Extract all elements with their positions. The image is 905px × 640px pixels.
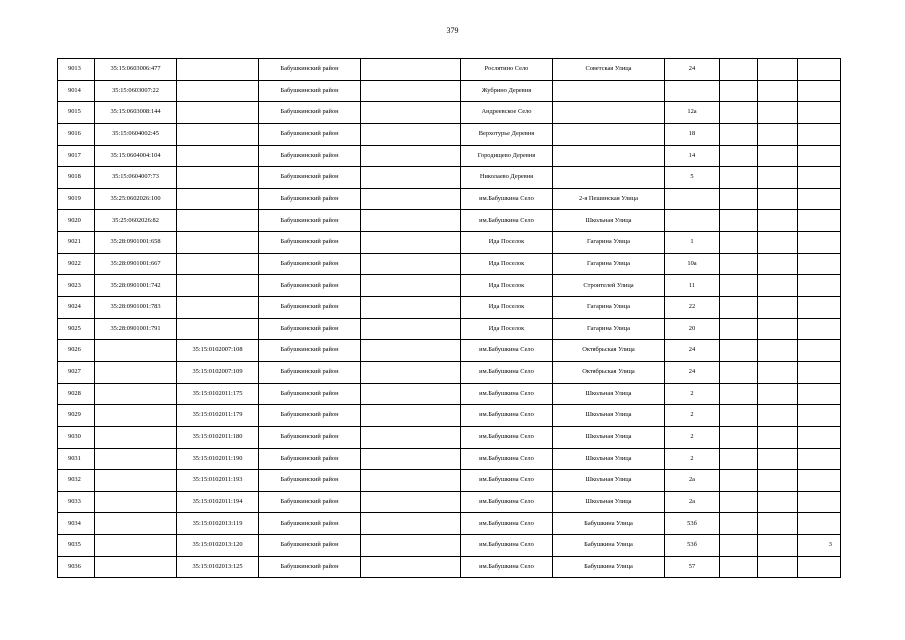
extra-cell-1 (720, 80, 758, 102)
extra-cell-3: 3 (798, 535, 841, 557)
table-row (58, 426, 841, 448)
extra-cell-2 (758, 232, 798, 254)
blank-cell (361, 318, 461, 340)
district-cell: Бабушкинский район (259, 188, 361, 210)
house-number-cell: 22 (665, 297, 720, 319)
extra-cell-3 (798, 80, 841, 102)
blank-cell (361, 210, 461, 232)
table-row (58, 80, 841, 102)
cadastral-number-cell (95, 448, 177, 470)
extra-cell-1 (720, 513, 758, 535)
settlement-cell: Ида Поселок (461, 297, 553, 319)
district-cell: Бабушкинский район (259, 361, 361, 383)
settlement-cell: им.Бабушкина Село (461, 383, 553, 405)
extra-cell-3 (798, 426, 841, 448)
house-number-cell: 11 (665, 275, 720, 297)
table-row (58, 340, 841, 362)
table-row (58, 361, 841, 383)
house-number-cell: 57 (665, 556, 720, 578)
row-number-cell: 9028 (58, 383, 95, 405)
street-cell: Октябрьская Улица (553, 340, 665, 362)
extra-cell-1 (720, 297, 758, 319)
cadastral-number-cell: 35:28:0901001:667 (95, 253, 177, 275)
settlement-cell: Николаево Деревня (461, 167, 553, 189)
row-number-cell: 9018 (58, 167, 95, 189)
settlement-cell: Ида Поселок (461, 275, 553, 297)
extra-cell-2 (758, 123, 798, 145)
settlement-cell: им.Бабушкина Село (461, 535, 553, 557)
settlement-cell: им.Бабушкина Село (461, 556, 553, 578)
extra-cell-2 (758, 383, 798, 405)
street-cell: Октябрьская Улица (553, 361, 665, 383)
cadastral-number-cell (95, 426, 177, 448)
cadastral-number-2-cell (177, 253, 259, 275)
extra-cell-3 (798, 210, 841, 232)
cadastral-number-2-cell: 35:15:0102011:193 (177, 470, 259, 492)
extra-cell-2 (758, 448, 798, 470)
house-number-cell: 53б (665, 513, 720, 535)
table-row (58, 59, 841, 81)
table-body (58, 59, 841, 578)
extra-cell-1 (720, 188, 758, 210)
street-cell: Бабушкина Улица (553, 535, 665, 557)
district-cell: Бабушкинский район (259, 513, 361, 535)
extra-cell-1 (720, 556, 758, 578)
street-cell: Гагарина Улица (553, 297, 665, 319)
cadastral-number-2-cell (177, 102, 259, 124)
district-cell: Бабушкинский район (259, 383, 361, 405)
street-cell (553, 145, 665, 167)
settlement-cell: им.Бабушкина Село (461, 405, 553, 427)
cadastral-number-cell: 35:15:0603008:144 (95, 102, 177, 124)
cadastral-number-2-cell: 35:15:0102011:179 (177, 405, 259, 427)
extra-cell-3 (798, 123, 841, 145)
row-number-cell: 9027 (58, 361, 95, 383)
extra-cell-3 (798, 448, 841, 470)
extra-cell-1 (720, 361, 758, 383)
street-cell (553, 123, 665, 145)
row-number-cell: 9015 (58, 102, 95, 124)
row-number-cell: 9036 (58, 556, 95, 578)
house-number-cell: 2 (665, 405, 720, 427)
extra-cell-2 (758, 59, 798, 81)
cadastral-number-2-cell: 35:15:0102007:108 (177, 340, 259, 362)
cadastral-number-cell: 35:15:0604004:104 (95, 145, 177, 167)
extra-cell-2 (758, 297, 798, 319)
extra-cell-3 (798, 188, 841, 210)
table-row (58, 470, 841, 492)
street-cell: Строителей Улица (553, 275, 665, 297)
district-cell: Бабушкинский район (259, 253, 361, 275)
house-number-cell (665, 210, 720, 232)
settlement-cell: им.Бабушкина Село (461, 188, 553, 210)
extra-cell-1 (720, 232, 758, 254)
house-number-cell: 1 (665, 232, 720, 254)
house-number-cell: 2 (665, 383, 720, 405)
district-cell: Бабушкинский район (259, 318, 361, 340)
district-cell: Бабушкинский район (259, 426, 361, 448)
table-row (58, 383, 841, 405)
extra-cell-1 (720, 123, 758, 145)
table-row (58, 556, 841, 578)
table-row (58, 491, 841, 513)
cadastral-number-2-cell: 35:15:0102011:180 (177, 426, 259, 448)
blank-cell (361, 448, 461, 470)
table-row (58, 535, 841, 557)
street-cell: Школьная Улица (553, 383, 665, 405)
street-cell: Школьная Улица (553, 210, 665, 232)
table-row (58, 275, 841, 297)
house-number-cell: 12а (665, 102, 720, 124)
row-number-cell: 9019 (58, 188, 95, 210)
row-number-cell: 9021 (58, 232, 95, 254)
house-number-cell: 53б (665, 535, 720, 557)
page-number: 379 (446, 26, 459, 35)
table-row (58, 210, 841, 232)
blank-cell (361, 80, 461, 102)
cadastral-number-2-cell: 35:15:0102007:109 (177, 361, 259, 383)
settlement-cell: им.Бабушкина Село (461, 513, 553, 535)
extra-cell-3 (798, 275, 841, 297)
district-cell: Бабушкинский район (259, 470, 361, 492)
cadastral-number-cell (95, 491, 177, 513)
street-cell: Школьная Улица (553, 405, 665, 427)
district-cell: Бабушкинский район (259, 123, 361, 145)
settlement-cell: им.Бабушкина Село (461, 448, 553, 470)
table-row (58, 232, 841, 254)
cadastral-number-cell: 35:25:0602026:100 (95, 188, 177, 210)
district-cell: Бабушкинский район (259, 448, 361, 470)
extra-cell-3 (798, 318, 841, 340)
blank-cell (361, 123, 461, 145)
extra-cell-1 (720, 102, 758, 124)
registry-table (57, 58, 841, 578)
blank-cell (361, 232, 461, 254)
table-row (58, 102, 841, 124)
house-number-cell (665, 188, 720, 210)
row-number-cell: 9024 (58, 297, 95, 319)
row-number-cell: 9022 (58, 253, 95, 275)
table-row (58, 405, 841, 427)
cadastral-number-cell (95, 535, 177, 557)
extra-cell-2 (758, 102, 798, 124)
street-cell: Советская Улица (553, 59, 665, 81)
row-number-cell: 9029 (58, 405, 95, 427)
settlement-cell: им.Бабушкина Село (461, 361, 553, 383)
cadastral-number-2-cell: 35:15:0102011:175 (177, 383, 259, 405)
row-number-cell: 9014 (58, 80, 95, 102)
extra-cell-2 (758, 340, 798, 362)
cadastral-number-cell: 35:28:0901001:742 (95, 275, 177, 297)
street-cell: Гагарина Улица (553, 253, 665, 275)
settlement-cell: Андреевское Село (461, 102, 553, 124)
row-number-cell: 9016 (58, 123, 95, 145)
blank-cell (361, 275, 461, 297)
settlement-cell: Верхотурье Деревня (461, 123, 553, 145)
blank-cell (361, 383, 461, 405)
street-cell: Гагарина Улица (553, 232, 665, 254)
table-row (58, 123, 841, 145)
extra-cell-1 (720, 448, 758, 470)
extra-cell-2 (758, 535, 798, 557)
street-cell: Бабушкина Улица (553, 556, 665, 578)
extra-cell-2 (758, 470, 798, 492)
cadastral-number-cell (95, 556, 177, 578)
cadastral-number-2-cell (177, 318, 259, 340)
extra-cell-1 (720, 426, 758, 448)
street-cell (553, 167, 665, 189)
cadastral-number-cell: 35:28:0901001:783 (95, 297, 177, 319)
extra-cell-2 (758, 275, 798, 297)
table-row (58, 188, 841, 210)
blank-cell (361, 470, 461, 492)
street-cell: Школьная Улица (553, 448, 665, 470)
district-cell: Бабушкинский район (259, 232, 361, 254)
cadastral-number-2-cell (177, 210, 259, 232)
row-number-cell: 9032 (58, 470, 95, 492)
cadastral-number-cell: 35:15:0604007:73 (95, 167, 177, 189)
table-row (58, 253, 841, 275)
extra-cell-2 (758, 491, 798, 513)
extra-cell-3 (798, 145, 841, 167)
extra-cell-3 (798, 405, 841, 427)
blank-cell (361, 102, 461, 124)
extra-cell-2 (758, 167, 798, 189)
extra-cell-3 (798, 167, 841, 189)
house-number-cell: 5 (665, 167, 720, 189)
blank-cell (361, 513, 461, 535)
blank-cell (361, 188, 461, 210)
settlement-cell: им.Бабушкина Село (461, 426, 553, 448)
row-number-cell: 9023 (58, 275, 95, 297)
extra-cell-1 (720, 405, 758, 427)
row-number-cell: 9035 (58, 535, 95, 557)
settlement-cell: им.Бабушкина Село (461, 210, 553, 232)
extra-cell-3 (798, 59, 841, 81)
extra-cell-2 (758, 210, 798, 232)
district-cell: Бабушкинский район (259, 405, 361, 427)
extra-cell-3 (798, 361, 841, 383)
district-cell: Бабушкинский район (259, 297, 361, 319)
district-cell: Бабушкинский район (259, 59, 361, 81)
extra-cell-1 (720, 210, 758, 232)
district-cell: Бабушкинский район (259, 340, 361, 362)
district-cell: Бабушкинский район (259, 275, 361, 297)
extra-cell-2 (758, 405, 798, 427)
cadastral-number-cell: 35:15:0603007:22 (95, 80, 177, 102)
extra-cell-3 (798, 491, 841, 513)
cadastral-number-cell (95, 470, 177, 492)
extra-cell-2 (758, 426, 798, 448)
cadastral-number-cell: 35:25:0602026:82 (95, 210, 177, 232)
street-cell: Школьная Улица (553, 470, 665, 492)
cadastral-number-2-cell (177, 167, 259, 189)
street-cell: 2-я Пешинская Улица (553, 188, 665, 210)
settlement-cell: Жубрино Деревня (461, 80, 553, 102)
extra-cell-2 (758, 188, 798, 210)
row-number-cell: 9031 (58, 448, 95, 470)
street-cell (553, 80, 665, 102)
table-row (58, 297, 841, 319)
table-row (58, 318, 841, 340)
extra-cell-2 (758, 361, 798, 383)
cadastral-number-cell: 35:28:0901001:791 (95, 318, 177, 340)
extra-cell-1 (720, 470, 758, 492)
row-number-cell: 9034 (58, 513, 95, 535)
street-cell: Школьная Улица (553, 426, 665, 448)
house-number-cell: 20 (665, 318, 720, 340)
table-row (58, 513, 841, 535)
extra-cell-3 (798, 383, 841, 405)
extra-cell-1 (720, 340, 758, 362)
extra-cell-3 (798, 340, 841, 362)
cadastral-number-cell (95, 383, 177, 405)
row-number-cell: 9026 (58, 340, 95, 362)
district-cell: Бабушкинский район (259, 80, 361, 102)
cadastral-number-2-cell (177, 297, 259, 319)
settlement-cell: Рослятино Село (461, 59, 553, 81)
extra-cell-2 (758, 253, 798, 275)
extra-cell-3 (798, 253, 841, 275)
row-number-cell: 9030 (58, 426, 95, 448)
extra-cell-2 (758, 80, 798, 102)
cadastral-number-2-cell: 35:15:0102011:190 (177, 448, 259, 470)
settlement-cell: им.Бабушкина Село (461, 340, 553, 362)
blank-cell (361, 167, 461, 189)
extra-cell-1 (720, 318, 758, 340)
house-number-cell: 24 (665, 340, 720, 362)
settlement-cell: им.Бабушкина Село (461, 491, 553, 513)
cadastral-number-2-cell: 35:15:0102013:125 (177, 556, 259, 578)
district-cell: Бабушкинский район (259, 556, 361, 578)
extra-cell-1 (720, 383, 758, 405)
extra-cell-3 (798, 232, 841, 254)
settlement-cell: Ида Поселок (461, 232, 553, 254)
settlement-cell: Городищево Деревня (461, 145, 553, 167)
street-cell (553, 102, 665, 124)
house-number-cell: 2а (665, 491, 720, 513)
blank-cell (361, 253, 461, 275)
settlement-cell: им.Бабушкина Село (461, 470, 553, 492)
extra-cell-3 (798, 556, 841, 578)
extra-cell-1 (720, 145, 758, 167)
district-cell: Бабушкинский район (259, 102, 361, 124)
extra-cell-3 (798, 513, 841, 535)
extra-cell-2 (758, 556, 798, 578)
blank-cell (361, 405, 461, 427)
house-number-cell (665, 80, 720, 102)
cadastral-number-cell: 35:15:0603006:477 (95, 59, 177, 81)
district-cell: Бабушкинский район (259, 535, 361, 557)
extra-cell-1 (720, 59, 758, 81)
blank-cell (361, 340, 461, 362)
district-cell: Бабушкинский район (259, 210, 361, 232)
row-number-cell: 9033 (58, 491, 95, 513)
extra-cell-3 (798, 297, 841, 319)
blank-cell (361, 59, 461, 81)
extra-cell-1 (720, 167, 758, 189)
house-number-cell: 10а (665, 253, 720, 275)
cadastral-number-cell (95, 513, 177, 535)
cadastral-number-2-cell: 35:15:0102011:194 (177, 491, 259, 513)
cadastral-number-cell: 35:15:0604002:45 (95, 123, 177, 145)
row-number-cell: 9013 (58, 59, 95, 81)
street-cell: Гагарина Улица (553, 318, 665, 340)
settlement-cell: Ида Поселок (461, 253, 553, 275)
extra-cell-2 (758, 318, 798, 340)
row-number-cell: 9025 (58, 318, 95, 340)
house-number-cell: 24 (665, 59, 720, 81)
extra-cell-1 (720, 253, 758, 275)
settlement-cell: Ида Поселок (461, 318, 553, 340)
cadastral-number-2-cell (177, 275, 259, 297)
row-number-cell: 9017 (58, 145, 95, 167)
extra-cell-3 (798, 470, 841, 492)
extra-cell-2 (758, 513, 798, 535)
extra-cell-3 (798, 102, 841, 124)
cadastral-number-2-cell (177, 188, 259, 210)
house-number-cell: 24 (665, 361, 720, 383)
row-number-cell: 9020 (58, 210, 95, 232)
blank-cell (361, 535, 461, 557)
cadastral-number-cell (95, 405, 177, 427)
cadastral-number-2-cell (177, 80, 259, 102)
cadastral-number-2-cell (177, 123, 259, 145)
extra-cell-1 (720, 275, 758, 297)
district-cell: Бабушкинский район (259, 491, 361, 513)
house-number-cell: 18 (665, 123, 720, 145)
cadastral-number-2-cell (177, 145, 259, 167)
street-cell: Школьная Улица (553, 491, 665, 513)
cadastral-number-2-cell: 35:15:0102013:119 (177, 513, 259, 535)
cadastral-number-2-cell (177, 59, 259, 81)
district-cell: Бабушкинский район (259, 167, 361, 189)
blank-cell (361, 145, 461, 167)
extra-cell-1 (720, 535, 758, 557)
extra-cell-1 (720, 491, 758, 513)
house-number-cell: 2а (665, 470, 720, 492)
table-row (58, 167, 841, 189)
blank-cell (361, 297, 461, 319)
district-cell: Бабушкинский район (259, 145, 361, 167)
extra-cell-2 (758, 145, 798, 167)
street-cell: Бабушкина Улица (553, 513, 665, 535)
table-row (58, 448, 841, 470)
cadastral-number-cell (95, 361, 177, 383)
cadastral-number-cell: 35:28:0901001:658 (95, 232, 177, 254)
blank-cell (361, 556, 461, 578)
house-number-cell: 2 (665, 448, 720, 470)
blank-cell (361, 426, 461, 448)
cadastral-number-2-cell: 35:15:0102013:120 (177, 535, 259, 557)
cadastral-number-2-cell (177, 232, 259, 254)
table-row (58, 145, 841, 167)
house-number-cell: 2 (665, 426, 720, 448)
blank-cell (361, 361, 461, 383)
house-number-cell: 14 (665, 145, 720, 167)
blank-cell (361, 491, 461, 513)
cadastral-number-cell (95, 340, 177, 362)
